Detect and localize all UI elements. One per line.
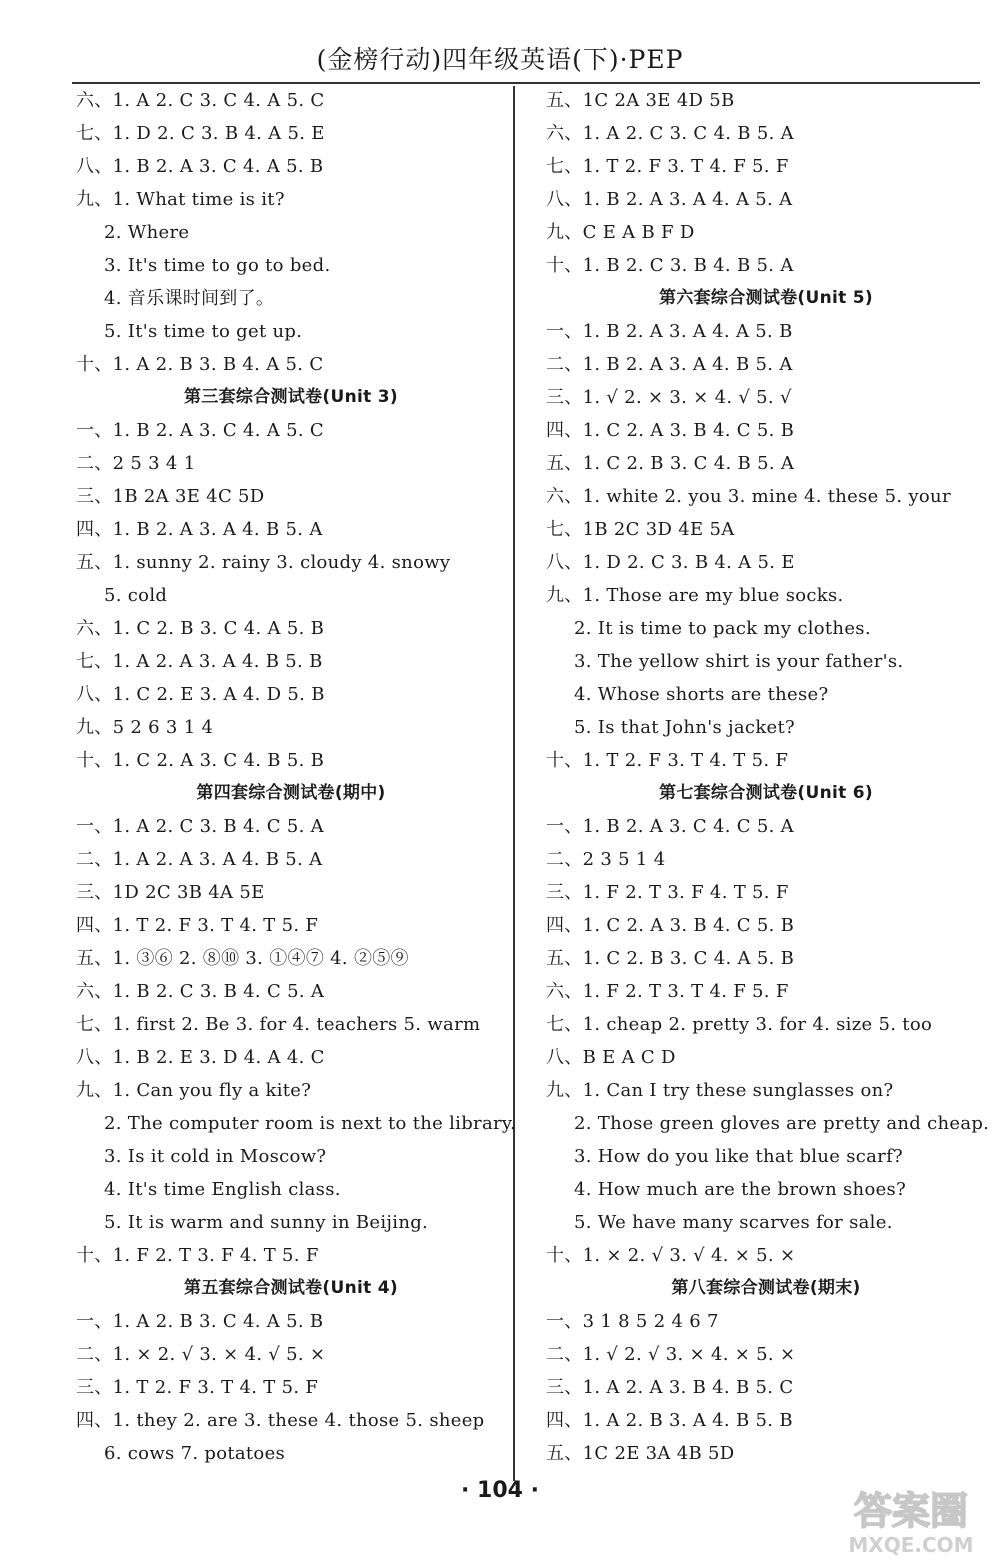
section-title: 第八套综合测试卷(期末) [671, 1278, 861, 1298]
answer-line: 一、1. A 2. C 3. B 4. C 5. A [76, 816, 324, 837]
answer-line: 八、1. D 2. C 3. B 4. A 5. E [546, 552, 795, 573]
answer-line: 三、1. A 2. A 3. B 4. B 5. C [546, 1377, 794, 1398]
answer-line: 一、1. B 2. A 3. C 4. C 5. A [546, 816, 794, 837]
answer-line: 九、5 2 6 3 1 4 [76, 717, 214, 738]
answer-line: 十、1. T 2. F 3. T 4. T 5. F [546, 750, 789, 771]
answer-line: 六、1. F 2. T 3. T 4. F 5. F [546, 981, 789, 1002]
answer-line: 二、1. A 2. A 3. A 4. B 5. A [76, 849, 323, 870]
answer-line: 二、2 3 5 1 4 [546, 849, 666, 870]
answer-line: 5. cold [104, 585, 168, 606]
answer-line: 2. It is time to pack my clothes. [574, 618, 871, 639]
answer-line: 九、C E A B F D [546, 222, 695, 243]
answer-line: 3. Is it cold in Moscow? [104, 1146, 327, 1167]
answer-line: 五、1. C 2. B 3. C 4. B 5. A [546, 453, 795, 474]
answer-line: 四、1. C 2. A 3. B 4. C 5. B [546, 915, 795, 936]
answer-line: 四、1. they 2. are 3. these 4. those 5. sheep [76, 1410, 485, 1431]
answer-line: 4. It's time English class. [104, 1179, 341, 1200]
section-title: 第三套综合测试卷(Unit 3) [184, 387, 398, 407]
answer-line: 七、1. first 2. Be 3. for 4. teachers 5. warm [76, 1014, 481, 1035]
answer-line: 六、1. A 2. C 3. C 4. B 5. A [546, 123, 794, 144]
answer-line: 一、3 1 8 5 2 4 6 7 [546, 1311, 719, 1332]
watermark-logo [826, 1484, 996, 1558]
answer-line: 五、1. ③⑥ 2. ⑧⑩ 3. ①④⑦ 4. ②⑤⑨ [76, 948, 409, 969]
answer-line: 七、1. T 2. F 3. T 4. F 5. F [546, 156, 789, 177]
answer-line: 四、1. B 2. A 3. A 4. B 5. A [76, 519, 323, 540]
answer-line: 七、1. cheap 2. pretty 3. for 4. size 5. too [546, 1014, 933, 1035]
section-title: 第五套综合测试卷(Unit 4) [184, 1278, 398, 1298]
answer-line: 三、1. F 2. T 3. F 4. T 5. F [546, 882, 789, 903]
watermark-chinese: 答案圈 [853, 1489, 969, 1533]
answer-line: 六、1. C 2. B 3. C 4. A 5. B [76, 618, 325, 639]
answer-line: 2. Those green gloves are pretty and cheap. [574, 1113, 990, 1134]
answer-line: 四、1. A 2. B 3. A 4. B 5. B [546, 1410, 793, 1431]
answer-line: 二、1. × 2. √ 3. × 4. √ 5. × [76, 1344, 326, 1365]
page-number: · 104 · [461, 1478, 539, 1503]
answer-line: 八、1. B 2. E 3. D 4. A 4. C [76, 1047, 325, 1068]
column-divider [513, 86, 515, 1481]
answer-line: 八、1. B 2. A 3. A 4. A 5. A [546, 189, 793, 210]
section-title: 第四套综合测试卷(期中) [196, 783, 386, 803]
answer-line: 九、1. What time is it? [76, 189, 285, 210]
answer-line: 二、1. √ 2. √ 3. × 4. × 5. × [546, 1344, 796, 1365]
answer-line: 六、1. B 2. C 3. B 4. C 5. A [76, 981, 325, 1002]
watermark-url: MXQE.COM [848, 1533, 974, 1557]
answer-line: 十、1. C 2. A 3. C 4. B 5. B [76, 750, 325, 771]
answer-line: 十、1. F 2. T 3. F 4. T 5. F [76, 1245, 319, 1266]
answer-line: 十、1. × 2. √ 3. √ 4. × 5. × [546, 1245, 796, 1266]
answer-line: 4. How much are the brown shoes? [574, 1179, 907, 1200]
answer-line: 八、B E A C D [546, 1047, 676, 1068]
answer-line: 4. Whose shorts are these? [574, 684, 829, 705]
answer-line: 九、1. Can I try these sunglasses on? [546, 1080, 894, 1101]
section-title: 第六套综合测试卷(Unit 5) [659, 288, 873, 308]
answer-line: 七、1. A 2. A 3. A 4. B 5. B [76, 651, 323, 672]
answer-line: 六、1. A 2. C 3. C 4. A 5. C [76, 90, 325, 111]
answer-line: 4. 音乐课时间到了。 [104, 288, 275, 309]
page-header: (金榜行动)四年级英语(下)·PEP [316, 45, 684, 74]
answer-line: 三、1. T 2. F 3. T 4. T 5. F [76, 1377, 319, 1398]
answer-line: 2. The computer room is next to the library. [104, 1113, 516, 1134]
answer-line: 八、1. C 2. E 3. A 4. D 5. B [76, 684, 325, 705]
answer-line: 5. It is warm and sunny in Beijing. [104, 1212, 429, 1233]
answer-line: 二、1. B 2. A 3. A 4. B 5. A [546, 354, 793, 375]
answer-line: 一、1. A 2. B 3. C 4. A 5. B [76, 1311, 324, 1332]
answer-line: 五、1. C 2. B 3. C 4. A 5. B [546, 948, 795, 969]
answer-line: 九、1. Can you fly a kite? [76, 1080, 312, 1101]
answer-line: 九、1. Those are my blue socks. [546, 585, 844, 606]
section-title: 第七套综合测试卷(Unit 6) [659, 783, 873, 803]
answer-line: 十、1. A 2. B 3. B 4. A 5. C [76, 354, 324, 375]
answer-line: 三、1. √ 2. × 3. × 4. √ 5. √ [546, 387, 792, 408]
answer-line: 三、1D 2C 3B 4A 5E [76, 882, 265, 903]
answer-line: 2. Where [104, 222, 190, 243]
answer-line: 十、1. B 2. C 3. B 4. B 5. A [546, 255, 794, 276]
answer-line: 一、1. B 2. A 3. C 4. A 5. C [76, 420, 324, 441]
answer-line: 5. Is that John's jacket? [574, 717, 795, 738]
left-answer-column [76, 84, 516, 1470]
answer-line: 五、1C 2E 3A 4B 5D [546, 1443, 735, 1464]
answer-line: 七、1B 2C 3D 4E 5A [546, 519, 735, 540]
answer-line: 七、1. D 2. C 3. B 4. A 5. E [76, 123, 325, 144]
answer-line: 5. It's time to get up. [104, 321, 303, 342]
answer-line: 六、1. white 2. you 3. mine 4. these 5. your [546, 486, 951, 507]
answer-line: 6. cows 7. potatoes [104, 1443, 286, 1464]
answer-line: 八、1. B 2. A 3. C 4. A 5. B [76, 156, 324, 177]
answer-line: 二、2 5 3 4 1 [76, 453, 196, 474]
answer-line: 3. How do you like that blue scarf? [574, 1146, 903, 1167]
answer-line: 五、1C 2A 3E 4D 5B [546, 90, 735, 111]
right-answer-column [546, 84, 990, 1470]
answer-line: 5. We have many scarves for sale. [574, 1212, 893, 1233]
answer-line: 一、1. B 2. A 3. A 4. A 5. B [546, 321, 793, 342]
answer-line: 3. It's time to go to bed. [104, 255, 331, 276]
answer-line: 四、1. T 2. F 3. T 4. T 5. F [76, 915, 319, 936]
answer-line: 四、1. C 2. A 3. B 4. C 5. B [546, 420, 795, 441]
answer-line: 五、1. sunny 2. rainy 3. cloudy 4. snowy [76, 552, 451, 573]
answer-line: 3. The yellow shirt is your father's. [574, 651, 904, 672]
answer-line: 三、1B 2A 3E 4C 5D [76, 486, 265, 507]
